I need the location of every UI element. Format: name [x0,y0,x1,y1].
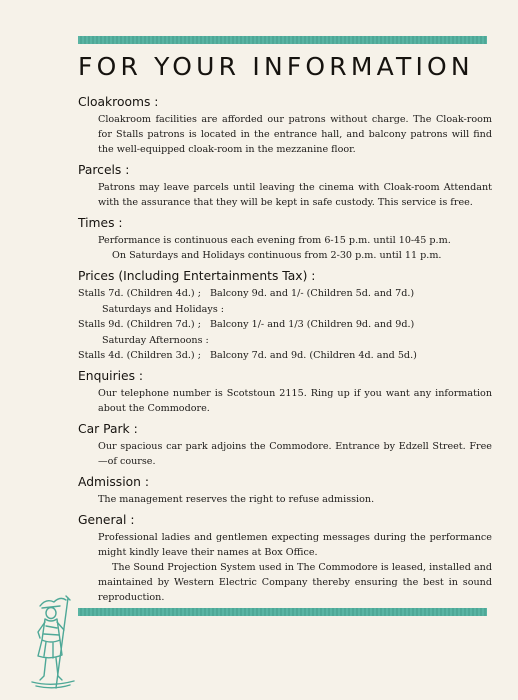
section-heading: Enquiries : [78,369,144,383]
price-balcony: Balcony 9d. and 1/- (Children 5d. and 7d.) [209,288,415,299]
section-heading: Parcels : [78,163,130,177]
section-car-park [78,422,492,469]
price-subheading-afternoons: Saturday Afternoons : [102,335,209,346]
price-stalls: Stalls 7d. (Children 4d.) ; [78,288,201,299]
top-decorative-rule [78,36,487,44]
price-balcony: Balcony 7d. and 9d. (Children 4d. and 5d.) [209,350,417,361]
price-stalls: Stalls 4d. (Children 3d.) ; [78,350,201,361]
section-parcels [78,163,492,210]
section-text: Our spacious car park adjoins the Commodore. Entrance by Edzell Street. Free—of course. [98,441,492,467]
section-heading: General : [78,513,135,527]
price-balcony: Balcony 1/- and 1/3 (Children 9d. and 9d.) [209,319,415,330]
bottom-decorative-rule [78,608,487,616]
section-text: Patrons may leave parcels until leaving the cinema with Cloak-room Attendant with the assurance that they will be kept in safe custody. This service is free. [98,182,492,208]
times-saturday: On Saturdays and Holidays continuous from 2-30 p.m. until 11 p.m. [112,250,442,261]
section-general [78,513,492,605]
section-times [78,216,492,263]
section-text: Our telephone number is Scotstoun 2115. Ring up if you want any information about the Commodore. [98,388,492,414]
times-weekday: Performance is continuous each evening from 6-15 p.m. until 10-45 p.m. [98,235,451,246]
section-heading: Admission : [78,475,149,489]
section-heading: Times : [78,216,123,230]
commodore-figure-icon [26,592,82,692]
page-title: FOR YOUR INFORMATION [78,52,474,81]
section-text: The management reserves the right to refuse admission. [98,494,375,505]
section-cloakrooms [78,95,492,157]
information-content [78,95,492,605]
price-stalls: Stalls 9d. (Children 7d.) ; [78,319,201,330]
section-text: Cloakroom facilities are afforded our patrons without charge. The Cloak-room for Stalls patrons is located in the entrance hall, and balcony patrons will find the well-equipped cloak-room in the mezzanine floor. [98,114,492,155]
price-subheading-saturdays: Saturdays and Holidays : [102,304,225,315]
section-heading: Prices (Including Entertainments Tax) : [78,269,316,283]
price-row-weekday [78,286,492,301]
section-prices [78,269,492,363]
section-text: Professional ladies and gentlemen expecting messages during the performance might kindly leave their names at Box Office. [98,532,492,558]
price-row-saturdays [78,317,492,332]
section-heading: Car Park : [78,422,138,436]
section-heading: Cloakrooms : [78,95,159,109]
section-admission [78,475,492,507]
price-row-afternoons [78,348,492,363]
section-text: The Sound Projection System used in The Commodore is leased, installed and maintained by Western Electric Company thereby ensuring the best in sound reproduction. [98,562,492,603]
section-enquiries [78,369,492,416]
